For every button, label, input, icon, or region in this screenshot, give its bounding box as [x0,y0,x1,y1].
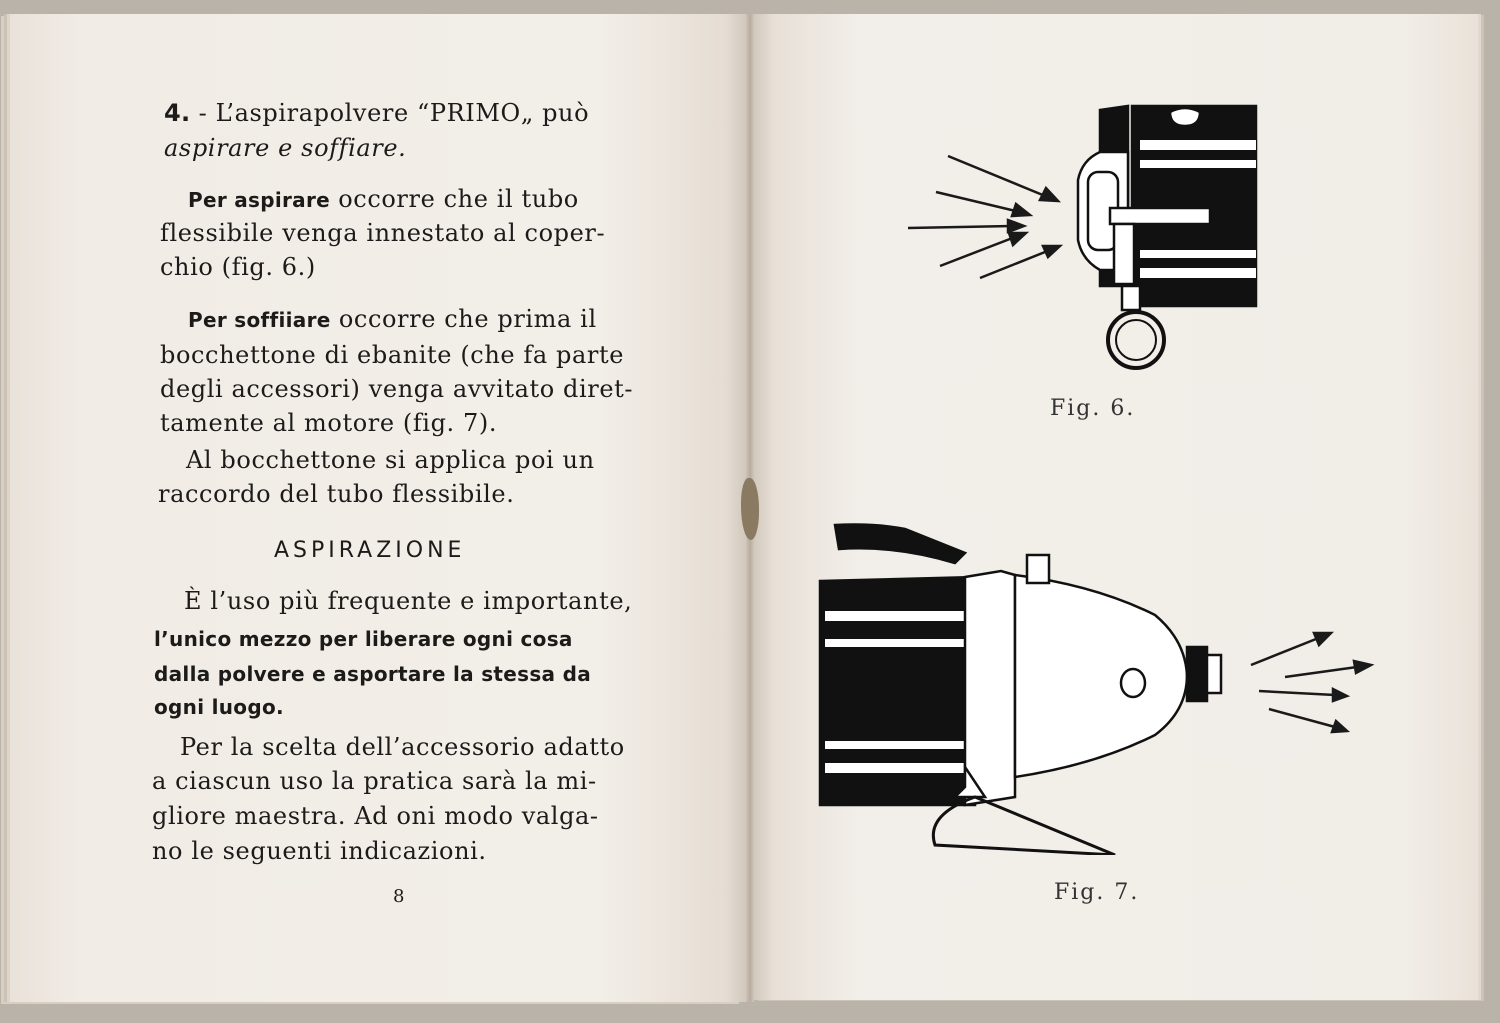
figure-6-illustration [900,100,1280,380]
accessorio-line-1: Per la scelta dell’accessorio adatto [180,733,625,761]
fig6-lid [1078,106,1256,310]
paragraph-4-line-2: aspirare e soffiare. [164,134,407,162]
aspirare-line-2: flessibile venga innestato al coper- [160,219,606,247]
accessorio-line-2: a ciascun uso la pratica sarà la mi- [152,767,597,795]
aspirare-line-3: chio (fig. 6.) [160,253,316,281]
figure-7-caption: Fig. 7. [1054,880,1140,905]
figure-6-caption: Fig. 6. [1050,396,1136,421]
soffiare-line-6: raccordo del tubo flessibile. [158,480,515,508]
soffiare-line-3: degli accessori) venga avvitato diret- [160,375,634,403]
soffiare-line-5: Al bocchettone si applica poi un [186,446,595,474]
spine-tear [741,478,759,540]
aspirazione-line-4: ogni luogo. [154,695,284,719]
fig6-intake-arrows [908,156,1060,278]
aspirazione-line-3: dalla polvere e asportare la stessa da [154,662,592,686]
aspirazione-line-2: l’unico mezzo per liberare ogni cosa [154,627,573,651]
fig7-exhaust-arrows [1251,633,1371,732]
soffiare-line-1: Per soffiiare occorre che prima il [188,305,597,333]
accessorio-line-3: gliore maestra. Ad oni modo valga- [152,802,599,830]
aspirare-line-1: Per aspirare occorre che il tubo [188,185,579,213]
section-heading: ASPIRAZIONE [274,538,466,563]
section-number: 4. [164,99,191,127]
paragraph-4-line-1: 4. - L’aspirapolvere “PRIMO„ può [164,99,590,127]
accessorio-line-4: no le seguenti indicazioni. [152,837,487,865]
soffiare-line-2: bocchettone di ebanite (che fa parte [160,341,625,369]
soffiare-line-4: tamente al motore (fig. 7). [160,409,498,437]
aspirazione-line-1: È l’uso più frequente e importante, [184,587,633,615]
page-number: 8 [393,886,406,907]
figure-7-illustration [815,515,1385,855]
fig7-body [820,525,1221,856]
